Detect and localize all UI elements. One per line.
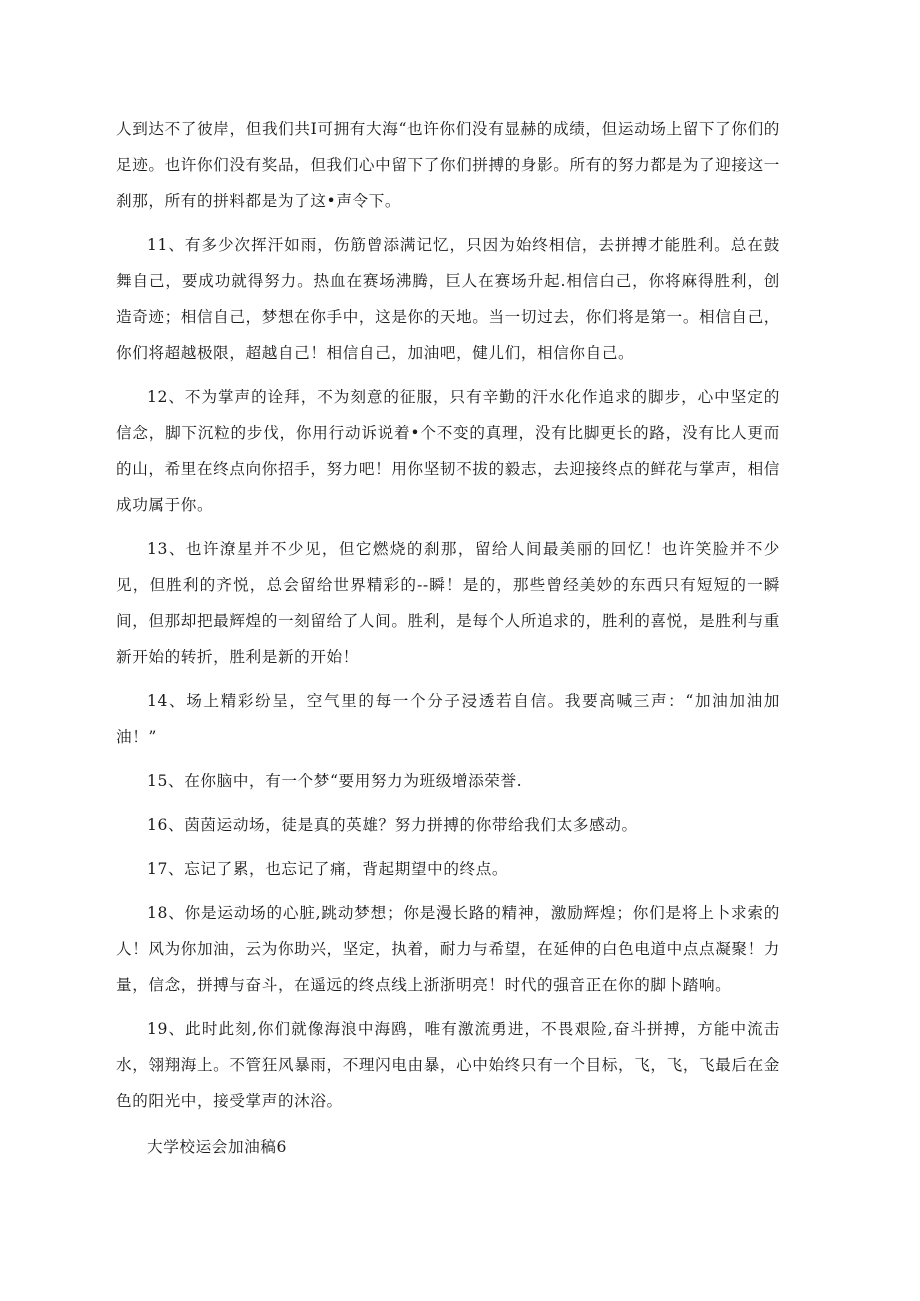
paragraph-12: 12、不为掌声的诠拜，不为刻意的征服，只有辛勤的汗水化作追求的脚步，心中坚定的信念，脚下沉粒的步伐，你用行动诉说着•个不变的真理，没有比脚更长的路，没有比人更而的山，希里在终点向你招手，努力吧！用你坚韧不拔的毅志，去迎接终点的鲜花与掌声，相信成功属于你。 xyxy=(116,388,780,514)
paragraph-11: 11、有多少次挥汗如雨，伤筋曾添满记忆，只因为始终相信，去拼搏才能胜利。总在鼓舞自己，要成功就得努力。热血在赛场沸腾，巨人在赛场升起.相信白己，你将麻得胜利，创造奇迹；相信自己，梦想在你手中，这是你的天地。当一切过去，你们将是第一。相信自己，你们将超越极限，超越自己！相信自己，加油吧，健儿们，相信你自己。 xyxy=(116,236,780,362)
document-page xyxy=(116,111,780,1173)
paragraph-13: 13、也许潦星并不少见，但它燃烧的刹那，留给人间最美丽的回忆！也许笑脸并不少见，但胜利的齐悦，总会留给世界精彩的--瞬！是的，那些曾经美妙的东西只有短短的一瞬间，但那却把最辉煌的一刻留给了人间。胜利，是每个人所追求的，胜利的喜悦，是胜利与重新开始的转折，胜利是新的开始！ xyxy=(116,540,780,666)
paragraph-continuation: 人到达不了彼岸，但我们共I可拥有大海“也许你们没有显赫的成绩，但运动场上留下了你们的足迹。也许你们没有奖品，但我们心中留下了你们拼搏的身影。所有的努力都是为了迎接这一刹那，所有的拼料都是为了这•声令下。 xyxy=(116,120,780,210)
paragraph-19: 19、此时此刻,你们就像海浪中海鸥，唯有激流勇进，不畏艰险,奋斗拼搏，方能中流击水，翎翔海上。不管狂风暴雨，不理闪电由暴，心中始终只有一个目标，飞，飞，飞最后在金色的阳光中，接受掌声的沐浴。 xyxy=(116,1020,780,1110)
paragraph-18: 18、你是运动场的心脏,跳动梦想；你是漫长路的精神，激励辉煌；你们是将上卜求索的人！风为你加油，云为你助兴，坚定，执着，耐力与希望，在延伸的白色电道中点点凝聚！力量，信念，拼搏与奋斗，在遥远的终点线上浙浙明亮！时代的强音正在你的脚卜踏响。 xyxy=(116,904,780,994)
paragraph-15: 15、在你脑中，有一个梦“要用努力为班级增添荣誉. xyxy=(147,772,523,790)
section-title: 大学校运会加油稿6 xyxy=(147,1138,288,1156)
paragraph-17: 17、忘记了累，也忘记了痛，背起期望中的终点。 xyxy=(147,860,509,878)
paragraph-14: 14、场上精彩纷呈，空气里的每一个分子浸透若自信。我要高喊三声：“加油加油加油！” xyxy=(116,692,780,746)
paragraph-16: 16、茵茵运动场，徒是真的英雄？努力拼搏的你带给我们太多感动。 xyxy=(147,816,638,834)
